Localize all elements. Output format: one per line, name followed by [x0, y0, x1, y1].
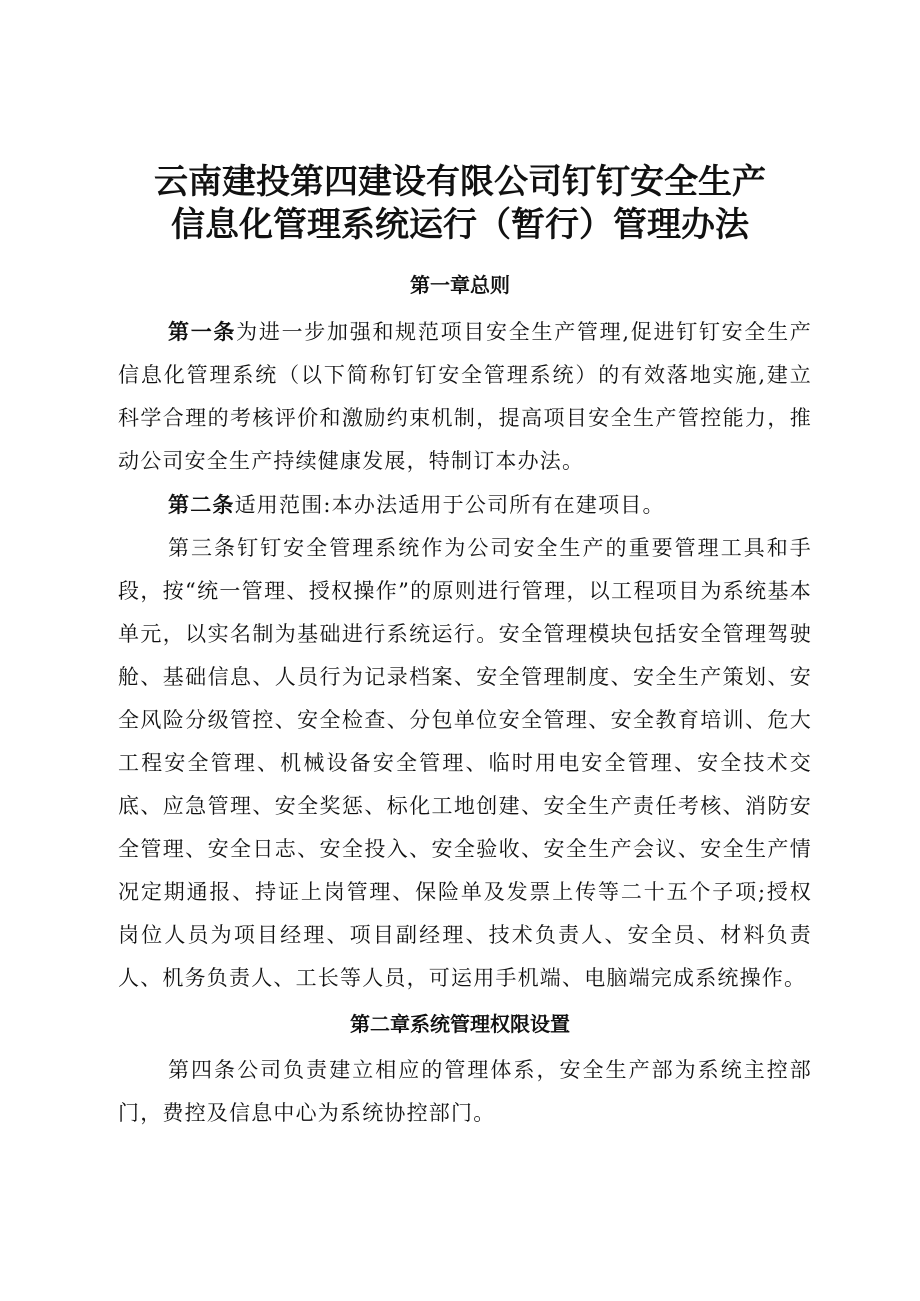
article-2-paragraph	[118, 484, 812, 527]
chapter-1-heading: 第一章总则	[410, 273, 510, 297]
chapter-2-heading: 第二章系统管理权限设置	[350, 1012, 570, 1036]
document-title-line-2: 信息化管理系统运行（暂行）管理办法	[171, 205, 749, 245]
article-4-paragraph: 第四条公司负责建立相应的管理体系，安全生产部为系统主控部门，费控及信息中心为系统协控部门。	[118, 1058, 812, 1125]
article-1-lead: 第一条	[168, 320, 237, 344]
article-2-text: 适用范围:本办法适用于公司所有在建项目。	[234, 493, 665, 517]
article-2-lead: 第二条	[168, 493, 235, 517]
article-1-paragraph	[118, 311, 812, 483]
article-3-paragraph: 第三条钉钉安全管理系统作为公司安全生产的重要管理工具和手段，按“统一管理、授权操作”的原则进行管理，以工程项目为系统基本单元，以实名制为基础进行系统运行。安全管理模块包括安全管理驾驶舱、基础信息、人员行为记录档案、安全管理制度、安全生产策划、安全风险分级管控、安全检查、分包单位安全管理、安全教育培训、危大工程安全管理、机械设备安全管理、临时用电安全管理、安全技术交底、应急管理、安全奖惩、标化工地创建、安全生产责任考核、消防安全管理、安全日志、安全投入、安全验收、安全生产会议、安全生产情况定期通报、持证上岗管理、保险单及发票上传等二十五个子项;授权岗位人员为项目经理、项目副经理、技术负责人、安全员、材料负责人、机务负责人、工长等人员，可运用手机端、电脑端完成系统操作。	[118, 536, 812, 990]
article-1-text: 为进一步加强和规范项目安全生产管理,促进钉钉安全生产信息化管理系统（以下简称钉钉安全管理系统）的有效落地实施,建立科学合理的考核评价和激励约束机制，提高项目安全生产管控能力，推动公司安全生产持续健康发展，特制订本办法。	[118, 320, 812, 473]
document-title-line-1: 云南建投第四建设有限公司钉钉安全生产	[154, 162, 766, 202]
